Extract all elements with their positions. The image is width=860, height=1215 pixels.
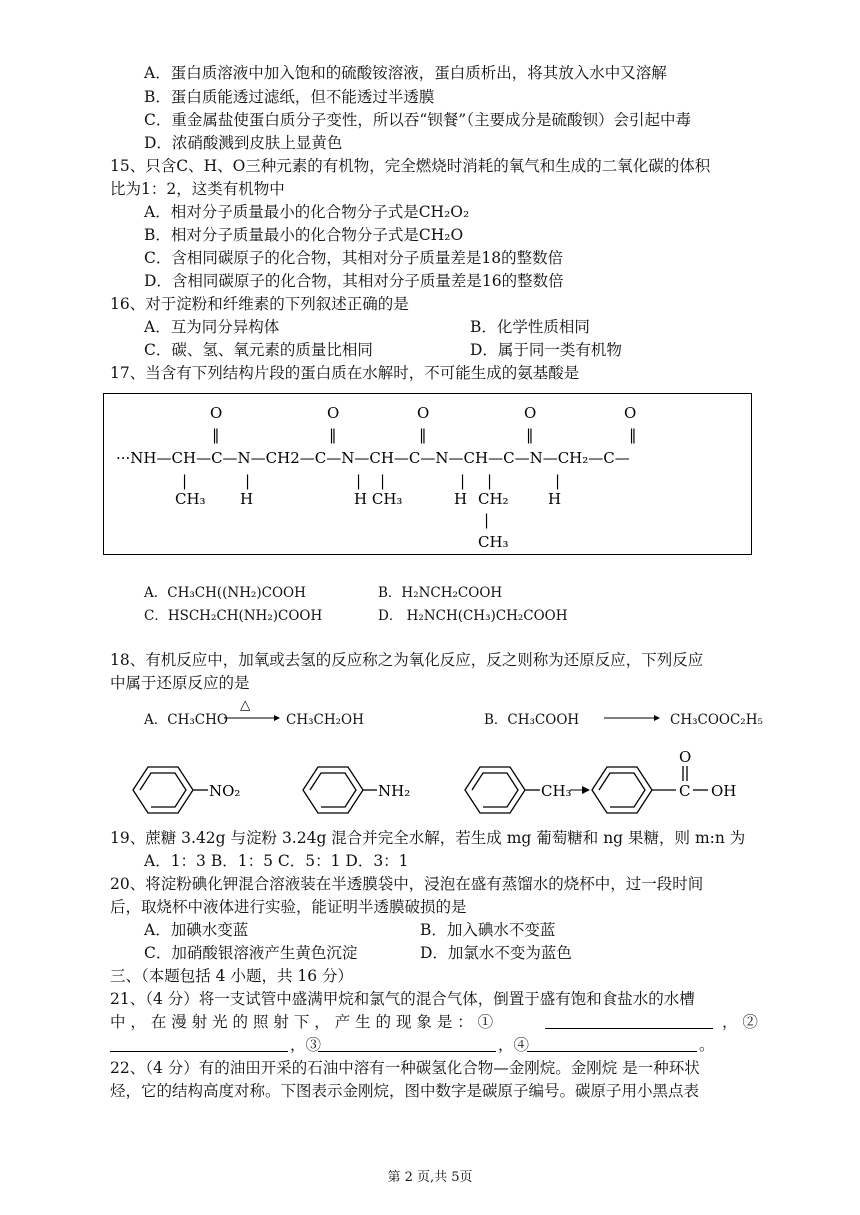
q18-option-a-condition: △ xyxy=(240,697,251,713)
benzene-ring-3 xyxy=(465,767,525,813)
q17-option-b: B．H₂NCH₂COOH xyxy=(378,585,503,601)
q18-option-b-product: CH₃COOC₂H₅ xyxy=(670,712,763,728)
q15-option-c: C．含相同碳原子的化合物，其相对分子质量差是18的整数倍 xyxy=(144,249,564,267)
benzene-ring-1 xyxy=(133,767,193,813)
q15-stem-line1: 15、只含C、H、O三种元素的有机物，完全燃烧时消耗的氧气和生成的二氧化碳的体积 xyxy=(110,157,711,175)
double-bond-3: ‖ xyxy=(419,426,427,444)
q22-line2: 烃，它的结构高度对称。下图表示金刚烷，图中数字是碳原子编号。碳原子用小黑点表 xyxy=(110,1082,700,1100)
benzene-ring-2 xyxy=(303,767,363,813)
q18-benzene-row xyxy=(120,740,760,820)
double-bond-5: ‖ xyxy=(629,426,637,444)
label-nh2: NH₂ xyxy=(378,782,411,800)
q16-option-d: D．属于同一类有机物 xyxy=(470,341,622,359)
q21-blank-2[interactable] xyxy=(110,1051,288,1052)
vbar-2: | xyxy=(245,472,251,490)
carbonyl-o-3: O xyxy=(417,404,430,422)
q21-line1: 21、（4 分）将一支试管中盛满甲烷和氯气的混合气体，倒置于盛有饱和食盐水的水槽 xyxy=(110,990,695,1008)
page-footer: 第 2 页,共 5页 xyxy=(387,1170,473,1185)
carbonyl-o-2: O xyxy=(327,404,340,422)
q17-option-a: A．CH₃CH((NH₂)COOH xyxy=(144,585,306,601)
sub-h-3: H xyxy=(548,490,562,508)
sub-h-1: H xyxy=(240,490,254,508)
q18-stem-line1: 18、有机反应中，加氧或去氢的反应称之为氧化反应，反之则称为还原反应，下列反应 xyxy=(110,651,704,669)
vbar-5: | xyxy=(460,472,466,490)
q14-option-a: A．蛋白质溶液中加入饱和的硫酸铵溶液，蛋白质析出，将其放入水中又溶解 xyxy=(144,64,667,82)
q21-line2-end: ， ② xyxy=(722,1013,758,1031)
q20-option-d: D．加氯水不变为蓝色 xyxy=(420,944,572,962)
sub-h-2: H xyxy=(454,490,468,508)
q20-option-a: A．加碘水变蓝 xyxy=(144,921,249,939)
q18-option-b-reactant: B．CH₃COOH xyxy=(484,712,580,728)
sub-ch3-2: CH₃ xyxy=(478,533,509,551)
q14-option-b: B．蛋白质能透过滤纸，但不能透过半透膜 xyxy=(144,88,435,106)
q20-stem-line2: 后，取烧杯中液体进行实验，能证明半透膜破损的是 xyxy=(110,898,467,916)
carbonyl-o-5: O xyxy=(624,404,637,422)
q19-stem: 19、蔗糖 3.42g 与淀粉 3.24g 混合并完全水解，若生成 mg 葡萄糖和 ng 果糖，则 m:n 为 xyxy=(110,829,746,847)
vbar-6: | xyxy=(487,472,493,490)
q17-option-c: C．HSCH₂CH(NH₂)COOH xyxy=(144,608,323,624)
double-bond-4: ‖ xyxy=(526,426,534,444)
q18-stem-line2: 中属于还原反应的是 xyxy=(110,674,250,692)
q21-blank-1[interactable] xyxy=(545,1028,713,1029)
q22-line1: 22、（4 分）有的油田开采的石油中溶有一种碳氢化合物—金刚烷。金刚烷 是一种环状 xyxy=(110,1059,700,1077)
q15-option-b: B．相对分子质量最小的化合物分子式是CH₂O xyxy=(144,226,464,244)
sub-ch3-1: CH₃ xyxy=(175,490,206,508)
peptide-main-chain: ···NH—CH—C—N—CH2—C—N—CH—C—N—CH—C—N—CH₂—C— xyxy=(116,449,630,467)
q17-stem: 17、当含有下列结构片段的蛋白质在水解时，不可能生成的氨基酸是 xyxy=(110,364,580,382)
vbar-8: | xyxy=(484,511,490,529)
double-bond-1: ‖ xyxy=(212,426,220,444)
label-c: C xyxy=(679,782,691,800)
carbonyl-o-4: O xyxy=(524,404,537,422)
q14-option-d: D．浓硝酸溅到皮肤上显黄色 xyxy=(144,134,343,152)
label-o: O xyxy=(679,748,692,766)
vbar-7: | xyxy=(555,472,561,490)
q21-sep-3: ，③ xyxy=(290,1036,322,1054)
section-3-heading: 三、（本题包括 4 小题，共 16 分） xyxy=(110,967,354,985)
q18-arrow-a xyxy=(224,711,280,725)
vbar-4: | xyxy=(380,472,386,490)
q20-option-b: B．加入碘水不变蓝 xyxy=(420,921,556,939)
benzene-ring-4 xyxy=(592,767,652,813)
sub-ch2: CH₂ xyxy=(478,490,509,508)
q15-option-a: A．相对分子质量最小的化合物分子式是CH₂O₂ xyxy=(144,203,470,221)
q20-option-c: C．加硝酸银溶液产生黄色沉淀 xyxy=(144,944,358,962)
q18-option-a-reactant: A．CH₃CHO xyxy=(144,712,228,728)
label-no2: NO₂ xyxy=(209,782,241,800)
vbar-1: | xyxy=(182,472,188,490)
label-ch3: CH₃ xyxy=(541,782,572,800)
label-oh: OH xyxy=(711,782,737,800)
q17-option-d: D． H₂NCH(CH₃)CH₂COOH xyxy=(378,608,568,624)
carbonyl-o-1: O xyxy=(210,404,223,422)
q14-option-c: C．重金属盐使蛋白质分子变性，所以吞“钡餐”（主要成分是硫酸钡）会引起中毒 xyxy=(144,111,691,129)
q21-line2: 中 ， 在 漫 射 光 的 照 射 下 ， 产 生 的 现 象 是 ： ① xyxy=(110,1013,494,1031)
q16-option-c: C．碳、氢、氧元素的质量比相同 xyxy=(144,341,373,359)
q16-stem: 16、对于淀粉和纤维素的下列叙述正确的是 xyxy=(110,295,409,313)
q15-option-d: D．含相同碳原子的化合物，其相对分子质量差是16的整数倍 xyxy=(144,272,564,290)
q21-sep-4: ，④ xyxy=(498,1036,530,1054)
q15-stem-line2: 比为1：2，这类有机物中 xyxy=(110,180,285,198)
q19-options: A．1：3 B．1：5 C．5：1 D．3：1 xyxy=(144,852,409,870)
q18-option-a-product: CH₃CH₂OH xyxy=(286,712,364,728)
q21-blank-3[interactable] xyxy=(318,1051,496,1052)
q16-option-b: B．化学性质相同 xyxy=(470,318,590,336)
q20-stem-line1: 20、将淀粉碘化钾混合溶液装在半透膜袋中，浸泡在盛有蒸馏水的烧杯中，过一段时间 xyxy=(110,875,704,893)
q18-arrow-b xyxy=(604,711,660,725)
q21-end: 。 xyxy=(699,1036,715,1054)
double-bond-2: ‖ xyxy=(329,426,337,444)
peptide-structure-diagram xyxy=(104,394,751,554)
q21-blank-4[interactable] xyxy=(527,1051,697,1052)
sub-h-ch3: H CH₃ xyxy=(354,490,403,508)
q16-option-a: A．互为同分异构体 xyxy=(144,318,280,336)
peptide-structure-box xyxy=(103,393,752,555)
vbar-3: | xyxy=(356,472,362,490)
